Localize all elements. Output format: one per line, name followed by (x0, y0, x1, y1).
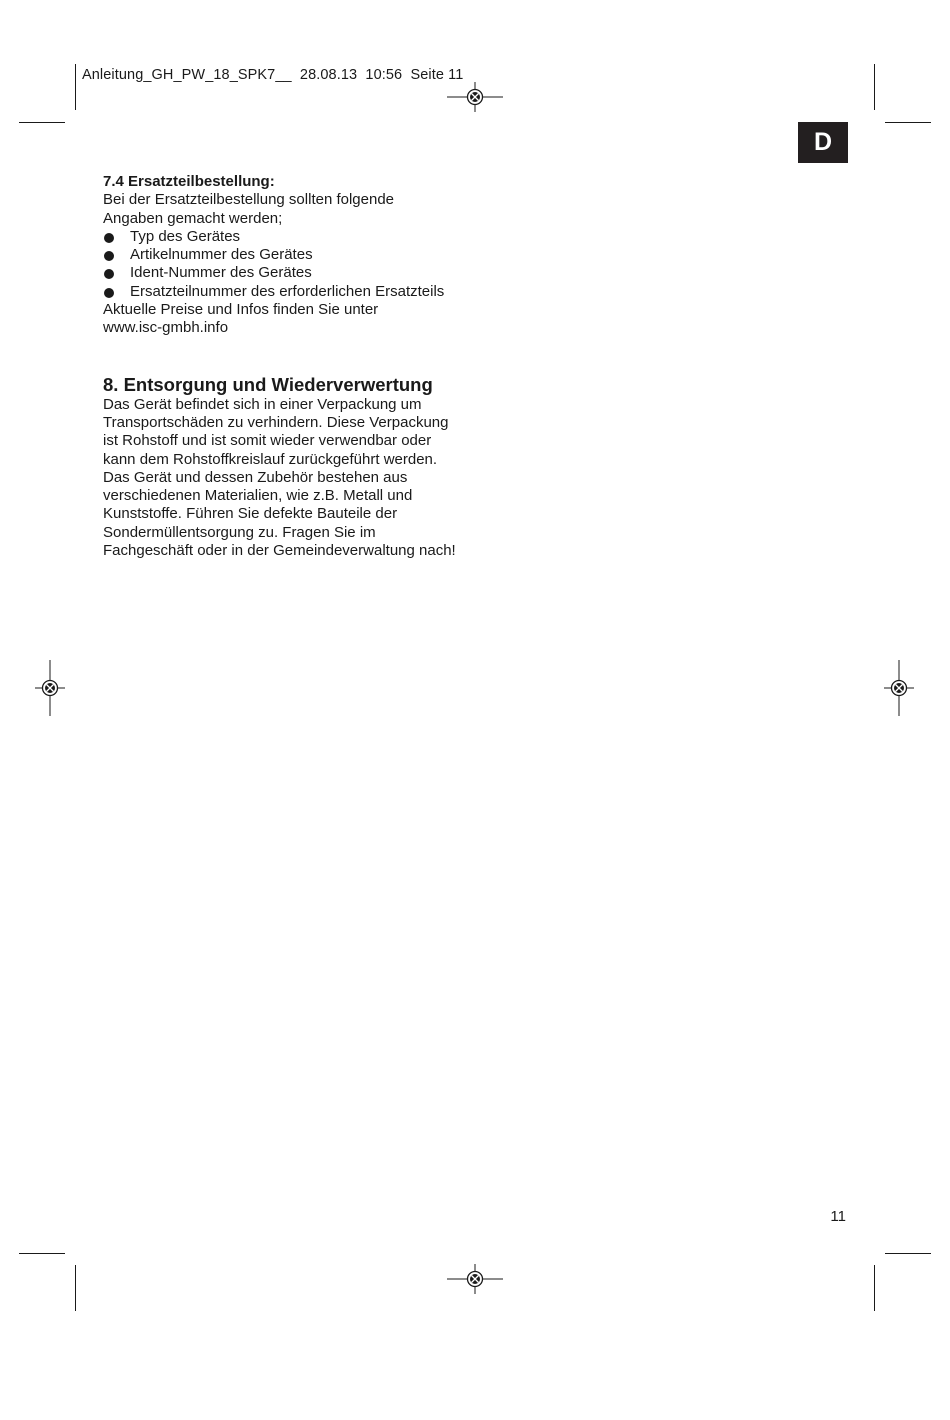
crop-mark-bottom-right-horizontal (885, 1253, 931, 1254)
crop-mark-top-right-horizontal (885, 122, 931, 123)
page-content (103, 173, 483, 560)
language-tab: D (798, 122, 848, 163)
section-8-heading: 8. Entsorgung und Wiederverwertung (103, 373, 433, 395)
spare-parts-info-list (103, 228, 483, 301)
section-7-4-outro: Aktuelle Preise und Infos finden Sie unter (103, 301, 379, 319)
bullet-icon (104, 288, 114, 298)
bullet-icon (104, 269, 114, 279)
print-slug: Anleitung_GH_PW_18_SPK7__ 28.08.13 10:56 Seite 11 (82, 67, 464, 83)
crop-mark-top-right-vertical (874, 64, 875, 110)
list-item (103, 246, 483, 264)
list-item-text: Artikelnummer des Gerätes (130, 246, 313, 264)
section-7-4-intro: Bei der Ersatzteilbestellung sollten folgende Angaben gemacht werden; (103, 191, 395, 227)
crop-mark-bottom-left-horizontal (19, 1253, 65, 1254)
page-number: 11 (830, 1208, 846, 1225)
section-7-4-heading: 7.4 Ersatzteilbestellung: (103, 173, 275, 190)
list-item (103, 283, 483, 301)
crop-mark-top-left-vertical (75, 64, 76, 110)
registration-mark-icon (447, 82, 503, 112)
registration-mark-icon (447, 1264, 503, 1294)
section-8-body: Das Gerät befindet sich in einer Verpackung um Transportschäden zu verhindern. Diese Verpackung ist Rohstoff und ist somit wieder verwendbar oder kann dem Rohstoffkreislauf zurückgeführt werden. Das Gerät und dessen Zubehör bestehen aus verschiedenen Materialien, wie z.B. Metall und Kunststoffe. Führen Sie defekte Bauteile der Sondermüllentsorgung zu. Fragen Sie im Fachgeschäft oder in der Gemeindeverwaltung nach! (103, 395, 456, 560)
registration-mark-icon (35, 660, 65, 716)
crop-mark-bottom-right-vertical (874, 1265, 875, 1311)
list-item-text: Typ des Gerätes (130, 227, 241, 245)
website-link[interactable]: www.isc-gmbh.info (103, 319, 229, 337)
list-item (103, 228, 483, 246)
bullet-icon (104, 233, 114, 243)
list-item-text: Ersatzteilnummer des erforderlichen Ersatzteils (130, 282, 445, 300)
bullet-icon (104, 251, 114, 261)
crop-mark-bottom-left-vertical (75, 1265, 76, 1311)
list-item-text: Ident-Nummer des Gerätes (130, 264, 312, 282)
registration-mark-icon (884, 660, 914, 716)
list-item (103, 264, 483, 282)
crop-mark-top-left-horizontal (19, 122, 65, 123)
